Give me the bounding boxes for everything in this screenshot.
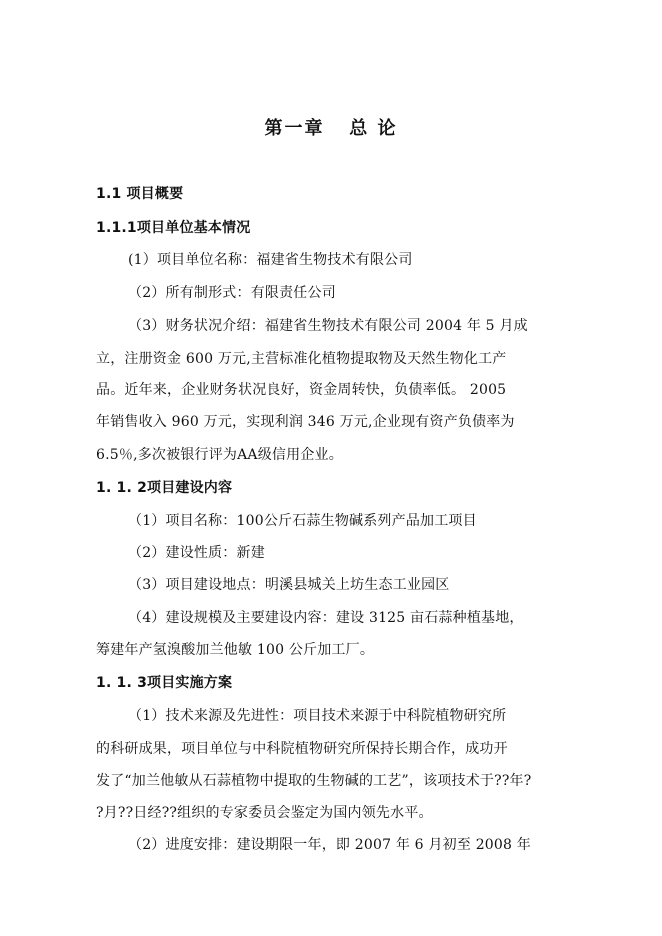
paragraph-line: （3）项目建设地点：明溪县城关上坊生态工业园区 [128,577,450,593]
paragraph-line: 品。近年来，企业财务状况良好，资金周转快，负债率低。 2005 [96,382,507,398]
paragraph-line: （1）项目名称：100公斤石蒜生物碱系列产品加工项目 [128,513,477,529]
paragraph-line: 筹建年产氢溴酸加兰他敏 100 公斤加工厂。 [96,642,375,658]
paragraph-line: 的科研成果，项目单位与中科院植物研究所保持长期合作，成功开 [96,741,508,757]
paragraph-line: 年销售收入 960 万元，实现利润 346 万元,企业现有资产负债率为 [96,414,515,430]
section-heading-1-1: 1.1 项目概要 [96,186,184,202]
section-heading-1-1-3: 1. 1. 3项目实施方案 [96,675,233,691]
section-heading-1-1-1: 1.1.1项目单位基本情况 [96,220,251,236]
paragraph-line: （2）进度安排：建设期限一年，即 2007 年 6 月初至 2008 年 [128,837,531,853]
paragraph-line: 6.5％,多次被银行评为AA级信用企业。 [96,447,343,463]
paragraph-line: （2）所有制形式：有限责任公司 [128,285,336,301]
paragraph-line: （1）技术来源及先进性：项目技术来源于中科院植物研究所 [128,708,507,724]
paragraph-line: ?月??日经??组织的专家委员会鉴定为国内领先水平。 [96,805,433,821]
paragraph-line: （4）建设规模及主要建设内容：建设 3125 亩石蒜种植基地， [128,610,524,626]
paragraph-line: 立，注册资金 600 万元,主营标准化植物提取物及天然生物化工产 [96,351,507,367]
paragraph-line: （2）建设性质：新建 [128,545,265,561]
section-heading-1-1-2: 1. 1. 2项目建设内容 [96,480,233,496]
paragraph-line: （3）财务状况介绍：福建省生物技术有限公司 2004 年 5 月成 [128,318,528,334]
paragraph-line: 发了“加兰他敏从石蒜植物中提取的生物碱的工艺”，该项技术于??年? [96,773,532,789]
chapter-title: 第一章 总 论 [264,118,398,139]
paragraph-line: (1）项目单位名称：福建省生物技术有限公司 [128,252,413,268]
